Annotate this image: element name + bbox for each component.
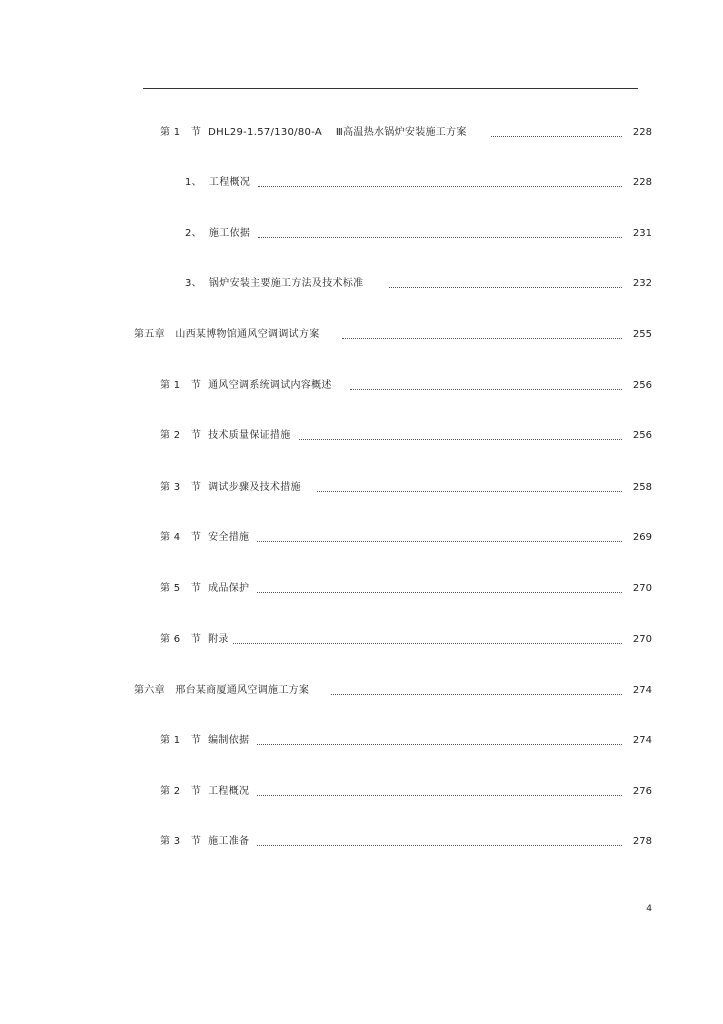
dot-leader — [258, 228, 622, 238]
toc-entry[interactable] — [185, 276, 652, 292]
toc-entry-label: 第 3 节 调试步骤及技术措施 — [160, 482, 301, 493]
toc-entry-page: 256 — [632, 380, 652, 391]
toc-entry-page: 269 — [632, 532, 652, 543]
toc-entry-page: 274 — [632, 735, 652, 746]
toc-entry[interactable] — [160, 480, 652, 496]
toc-entry[interactable] — [160, 784, 652, 800]
toc-entry[interactable] — [160, 530, 652, 546]
dot-leader — [350, 380, 622, 390]
toc-entry[interactable] — [134, 683, 652, 699]
toc-entry-page: 274 — [632, 685, 652, 696]
toc-entry[interactable] — [160, 378, 652, 394]
toc-entry-page: 270 — [632, 583, 652, 594]
dot-leader — [257, 735, 622, 745]
dot-leader — [342, 329, 622, 339]
toc-entry-label: 第 2 节 工程概况 — [160, 786, 250, 797]
toc-entry-page: 258 — [632, 482, 652, 493]
toc-entry[interactable] — [185, 226, 652, 242]
dot-leader — [233, 634, 622, 644]
toc-entry-label: 第六章 邢台某商厦通风空调施工方案 — [134, 685, 310, 696]
dot-leader — [331, 685, 622, 695]
toc-entry-page: 270 — [632, 634, 652, 645]
page-number: 4 — [646, 904, 652, 914]
toc-entry-page: 255 — [632, 329, 652, 340]
toc-entry-label: 1、 工程概况 — [185, 177, 251, 188]
dot-leader — [317, 482, 622, 492]
toc-entry[interactable] — [160, 632, 652, 648]
toc-entry-label: 2、 施工依据 — [185, 228, 251, 239]
toc-entry-label: 第 4 节 安全措施 — [160, 532, 250, 543]
dot-leader — [257, 836, 622, 846]
dot-leader — [258, 177, 622, 187]
toc-entry[interactable] — [160, 733, 652, 749]
toc-entry-label: 3、 锅炉安装主要施工方法及技术标准 — [185, 278, 364, 289]
toc-entry[interactable] — [160, 428, 652, 444]
toc-entry-label: 第 1 节 编制依据 — [160, 735, 250, 746]
toc-entry-label: 第 5 节 成品保护 — [160, 583, 250, 594]
toc-entry-label: 第 1 节 DHL29-1.57/130/80-A Ⅲ高温热水锅炉安装施工方案 — [160, 127, 467, 138]
toc-entry-label: 第五章 山西某博物馆通风空调调试方案 — [134, 329, 320, 340]
toc-entry-page: 228 — [632, 127, 652, 138]
toc-entry[interactable] — [160, 581, 652, 597]
toc-entry-page: 256 — [632, 430, 652, 441]
dot-leader — [257, 786, 622, 796]
dot-leader — [491, 127, 622, 137]
toc-entry-page: 231 — [632, 228, 652, 239]
toc-entry-page: 232 — [632, 278, 652, 289]
dot-leader — [389, 278, 622, 288]
toc-entry-page: 228 — [632, 177, 652, 188]
toc-entry-label: 第 1 节 通风空调系统调试内容概述 — [160, 380, 332, 391]
toc-entry[interactable] — [134, 327, 652, 343]
toc-entry-label: 第 6 节 附录 — [160, 634, 229, 645]
toc-entry[interactable] — [160, 834, 652, 850]
dot-leader — [257, 583, 622, 593]
dot-leader — [257, 532, 622, 542]
toc-entry-label: 第 2 节 技术质量保证措施 — [160, 430, 291, 441]
dot-leader — [299, 430, 622, 440]
toc-entry-page: 276 — [632, 786, 652, 797]
toc-entry[interactable] — [185, 175, 652, 191]
toc-entry-label: 第 3 节 施工准备 — [160, 836, 250, 847]
toc-entry-page: 278 — [632, 836, 652, 847]
toc-entry[interactable] — [160, 125, 652, 141]
